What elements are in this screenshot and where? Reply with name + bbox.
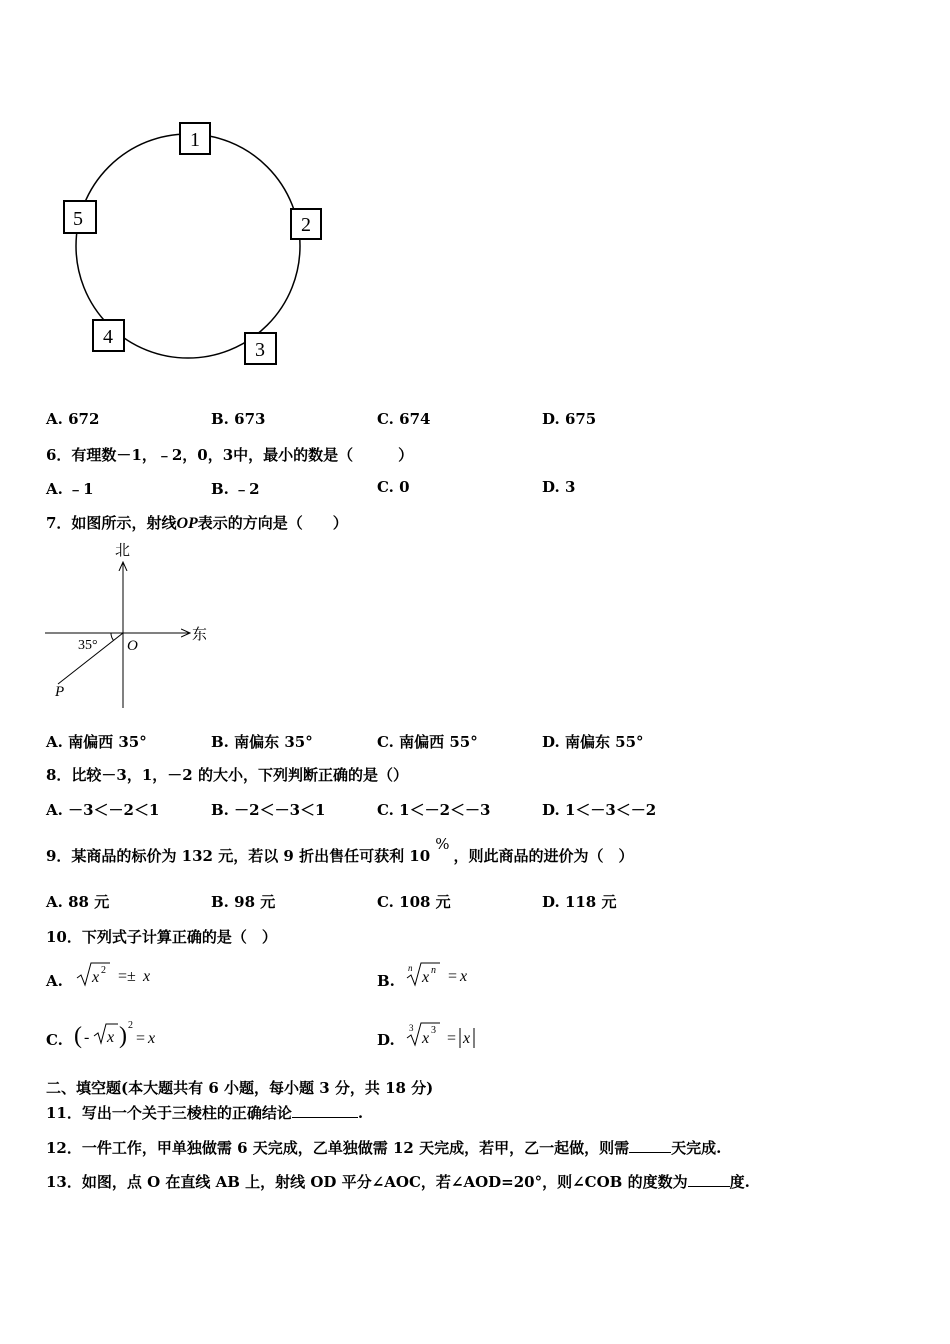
option-text: 675: [564, 410, 597, 428]
box-1-label: 1: [190, 129, 200, 151]
q6-option-d[interactable]: [542, 478, 575, 496]
box-3-label: 3: [255, 339, 265, 361]
option-letter: B.: [211, 410, 229, 428]
option-text: 1＜－3＜－2: [564, 801, 657, 819]
q8-option-a[interactable]: [46, 799, 159, 820]
answer-blank[interactable]: [629, 1138, 671, 1153]
option-text: 673: [234, 410, 266, 428]
q9-stem-post: ，则此商品的进价为（ ）: [453, 847, 634, 865]
svg-text:=±: =±: [118, 968, 136, 985]
svg-text:-: -: [84, 1029, 90, 1046]
option-text: 98 元: [234, 893, 276, 911]
option-letter: B.: [211, 480, 229, 498]
option-text: ﹣2: [234, 480, 260, 498]
option-letter: D.: [542, 893, 560, 911]
svg-text:x: x: [463, 1030, 471, 1047]
q9-stem-pre: 9．某商品的标价为 132 元，若以 9 折出售任可获利 10: [46, 847, 431, 865]
option-letter: C.: [377, 893, 394, 911]
option-letter: B.: [211, 733, 229, 751]
q7-stem-pre: 7．如图所示，射线: [46, 514, 177, 532]
svg-text:x: x: [143, 968, 151, 985]
svg-text:x: x: [92, 969, 100, 986]
option-letter: D.: [542, 478, 560, 496]
svg-text:x: x: [422, 1030, 430, 1047]
box-2-label: 2: [301, 214, 311, 236]
svg-text:x: x: [107, 1029, 115, 1046]
svg-text:(: (: [74, 1023, 82, 1049]
circle-figure: [55, 115, 345, 375]
option-text: 南偏东 55°: [564, 733, 644, 751]
box-5-label: 5: [73, 208, 83, 230]
option-text: 672: [68, 410, 100, 428]
option-text: 0: [399, 478, 410, 496]
option-letter: C.: [377, 478, 394, 496]
q10-formula-d: [404, 1016, 514, 1050]
svg-text:n: n: [431, 965, 436, 976]
option-letter: A.: [46, 972, 63, 990]
q5-option-c[interactable]: [377, 410, 430, 428]
svg-text:x: x: [422, 969, 430, 986]
q13-stem: 13．如图，点 O 在直线 AB 上，射线 OD 平分∠AOC，若∠AOD=20°，则∠COB 的度数为: [46, 1173, 688, 1191]
option-text: ﹣1: [68, 480, 94, 498]
option-text: 南偏东 35°: [234, 733, 313, 751]
svg-text:=: =: [447, 1030, 457, 1047]
option-text: －3＜－2＜1: [68, 801, 160, 819]
q11-stem: 11．写出一个关于三棱柱的正确结论: [46, 1104, 292, 1122]
svg-text:): ): [119, 1023, 127, 1049]
direction-figure: [40, 538, 230, 713]
q6-option-c[interactable]: [377, 478, 410, 496]
option-letter: D.: [377, 1031, 395, 1049]
q7-option-d[interactable]: [542, 731, 644, 752]
q13: [46, 1171, 750, 1192]
q11: [46, 1102, 363, 1123]
q12: [46, 1137, 721, 1158]
option-text: 南偏西 35°: [68, 733, 147, 751]
angle-arc: [111, 633, 114, 641]
q10-option-a[interactable]: [46, 972, 63, 990]
option-text: 1＜－2＜－3: [399, 801, 491, 819]
option-letter: A.: [46, 893, 63, 911]
q10-formula-c: [72, 1016, 182, 1050]
option-letter: A.: [46, 801, 63, 819]
q9-option-d[interactable]: [542, 891, 616, 912]
north-label: 北: [115, 543, 131, 559]
point-label: P: [55, 684, 65, 700]
option-letter: A.: [46, 410, 63, 428]
option-letter: D.: [542, 733, 560, 751]
option-text: 118 元: [564, 893, 617, 911]
q8-option-b[interactable]: [211, 799, 325, 820]
option-letter: C.: [46, 1031, 63, 1049]
q8-option-c[interactable]: [377, 799, 490, 820]
svg-text:x: x: [148, 1030, 156, 1047]
q9-option-a[interactable]: [46, 891, 109, 912]
option-letter: D.: [542, 410, 560, 428]
svg-text:=: =: [448, 968, 458, 985]
svg-text:2: 2: [101, 965, 106, 976]
option-letter: B.: [211, 893, 229, 911]
q10-formula-a: [74, 958, 184, 990]
q12-end: 天完成.: [671, 1139, 722, 1157]
angle-label: 35°: [78, 638, 98, 653]
east-label: 东: [192, 627, 208, 643]
q10-stem: 10．下列式子计算正确的是（ ）: [46, 928, 277, 946]
option-letter: B.: [377, 972, 395, 990]
q7-stem: [46, 512, 348, 533]
q10-option-d[interactable]: [377, 1031, 395, 1049]
q7-option-b[interactable]: [211, 731, 313, 752]
q7-option-c[interactable]: [377, 731, 478, 752]
q7-stem-post: 表示的方向是（ ）: [197, 514, 348, 532]
q7-stem-var: OP: [176, 515, 198, 532]
q6-option-a[interactable]: [46, 478, 94, 499]
option-text: 南偏西 55°: [399, 733, 478, 751]
option-text: 108 元: [399, 893, 451, 911]
option-letter: C.: [377, 801, 394, 819]
svg-text:x: x: [460, 968, 468, 985]
svg-text:3: 3: [431, 1025, 436, 1036]
box-4-label: 4: [103, 326, 113, 348]
option-text: 88 元: [68, 893, 110, 911]
svg-text:n: n: [408, 963, 413, 973]
q11-end: .: [357, 1104, 364, 1122]
q10-option-b[interactable]: [377, 972, 395, 990]
q5-option-a[interactable]: [46, 410, 99, 428]
answer-blank[interactable]: [688, 1172, 730, 1187]
option-letter: A.: [46, 733, 63, 751]
q8-stem: 8．比较－3，1，－2 的大小，下列判断正确的是（）: [46, 766, 408, 784]
q5-option-d[interactable]: [542, 410, 596, 428]
q13-end: 度.: [729, 1173, 750, 1191]
answer-blank[interactable]: [292, 1103, 358, 1118]
q9-option-b[interactable]: [211, 891, 275, 912]
q7-option-a[interactable]: [46, 731, 147, 752]
option-letter: B.: [211, 801, 229, 819]
option-letter: A.: [46, 480, 63, 498]
q6-stem: 6．有理数－1，﹣2，0，3中，最小的数是（ ）: [46, 446, 414, 464]
q12-stem: 12．一件工作，甲单独做需 6 天完成，乙单独做需 12 天完成，若甲，乙一起做，则需: [46, 1139, 630, 1157]
option-letter: C.: [377, 733, 394, 751]
percent-sign: %: [435, 835, 450, 853]
option-letter: D.: [542, 801, 560, 819]
q5-option-b[interactable]: [211, 410, 265, 428]
q10-formula-b: [404, 958, 514, 990]
q9-option-c[interactable]: [377, 891, 451, 912]
svg-text:=: =: [136, 1030, 146, 1047]
option-letter: C.: [377, 410, 394, 428]
option-text: －2＜－3＜1: [234, 801, 326, 819]
svg-text:2: 2: [128, 1020, 133, 1031]
q8-option-d[interactable]: [542, 799, 656, 820]
option-text: 3: [564, 478, 576, 496]
q9-stem: [46, 835, 634, 866]
section-heading: 二、填空题(本大题共有 6 小题，每小题 3 分，共 18 分): [46, 1079, 434, 1097]
q10-option-c[interactable]: [46, 1031, 63, 1049]
svg-text:3: 3: [409, 1023, 414, 1033]
q6-option-b[interactable]: [211, 478, 260, 499]
option-text: 674: [399, 410, 431, 428]
origin-label: O: [127, 638, 138, 654]
